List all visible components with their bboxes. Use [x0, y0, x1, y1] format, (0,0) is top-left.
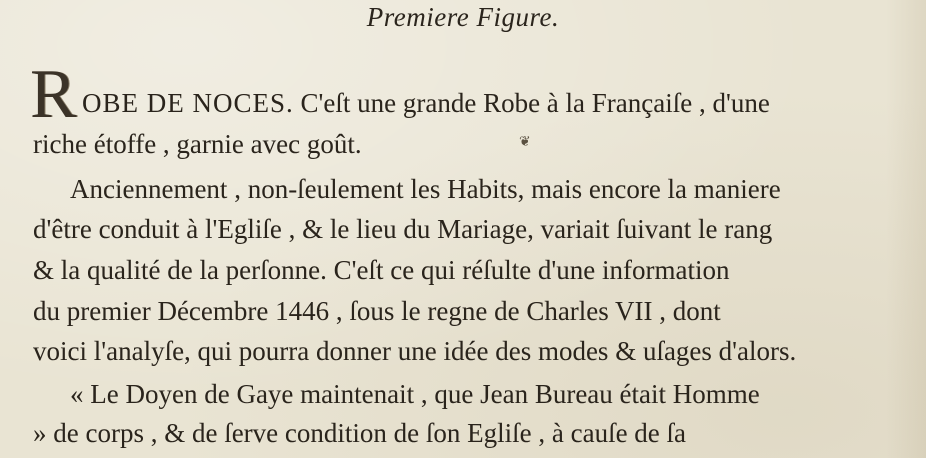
text-line-2: riche étoffe , garnie avec goût. [33, 129, 362, 159]
text-line-3: Anciennement , non-ſeulement les Habits, mais encore la maniere [70, 174, 781, 204]
text-line-8: « Le Doyen de Gaye maintenait , que Jean Bureau était Homme [70, 379, 760, 409]
title-smallcaps: OBE DE NOCES. [82, 88, 294, 118]
text-line-4: d'être conduit à l'Egliſe , & le lieu du Mariage, variait ſuivant le rang [33, 214, 773, 244]
text-line-5: & la qualité de la perſonne. C'eſt ce qui réſulte d'une information [33, 255, 730, 285]
drop-cap-letter: R [30, 56, 77, 133]
page-edge-shading [886, 0, 926, 458]
text-line-7: voici l'analyſe, qui pourra donner une idée des modes & uſages d'alors. [33, 336, 797, 366]
ink-mark-icon: ❦ [519, 134, 531, 150]
text-line-6: du premier Décembre 1446 , ſous le regne de Charles VII , dont [33, 296, 721, 326]
page-heading: Premiere Figure. [366, 2, 560, 32]
text-line-9: » de corps , & de ſerve condition de ſon Egliſe , à cauſe de ſa [33, 418, 687, 448]
first-line-text: C'eſt une grande Robe à la Françaiſe , d'une [293, 88, 770, 118]
text-line-1 [82, 86, 770, 120]
